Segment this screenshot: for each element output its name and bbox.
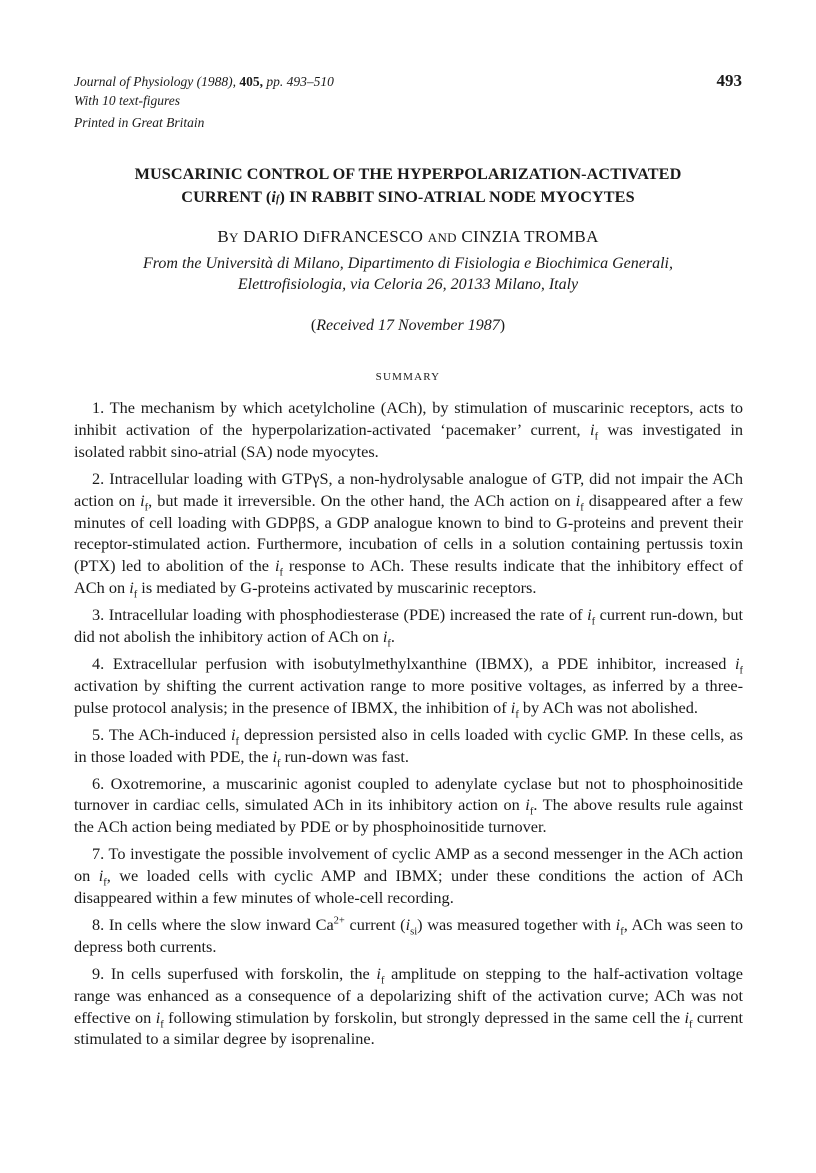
- printed-note: Printed in Great Britain: [74, 115, 205, 130]
- summary-paragraph-1: 1. The mechanism by which acetylcholine (ACh), by stimulation of muscarinic receptors, acts to inhibit activation of the hyperpolarization-activated ‘pacemaker’ current, $i_f$ was investigated in isolated rabbit sino-atrial (SA) node myocytes.: [74, 398, 743, 461]
- affiliation: From the Università di Milano, Dipartimento di Fisiologia e Biochimica Generali, Elettrofisiologia, via Celoria 26, 20133 Milano, Italy: [142, 255, 673, 293]
- page-number: 493: [716, 71, 742, 90]
- figure-count: With 10 text-figures: [74, 93, 180, 108]
- author-2: CINZIA TROMBA: [461, 227, 599, 246]
- summary-paragraph-8: 8. In cells where the slow inward $Ca^{2+}$ current $(i_{si})$ was measured together with $i_f$, ACh was seen to depress both currents.: [74, 914, 744, 956]
- summary-heading: SUMMARY: [375, 371, 441, 383]
- summary-paragraph-6: 6. Oxotremorine, a muscarinic agonist coupled to adenylate cyclase but not to phosphoinositide turnover in cardiac cells, simulated ACh in its inhibitory action on $i_f$. The above results rule against the ACh action being mediated by PDE or by phosphoinositide turnover.: [74, 773, 743, 837]
- journal-citation: [74, 72, 742, 132]
- summary-paragraph-2: 2. Intracellular loading with GTPγS, a non-hydrolysable analogue of GTP, did not impair the ACh action on $i_f$, but made it irreversible. On the other hand, the ACh action on $i_f$ disappeared after a few minutes of cell loading with GDPβS, a GDP analogue known to bind to G-proteins and prevent their receptor-stimulated action. Furthermore, incubation of cells in a solution containing pertussis toxin (PTX) led to abolition of the $i_f$ response to ACh. These results indicate that the inhibitory effect of ACh on $i_f$ is mediated by G-proteins activated by muscarinic receptors.: [74, 468, 744, 601]
- summary-section: [74, 397, 743, 1055]
- journal-volume: 405,: [239, 74, 263, 89]
- summary-paragraph-3: 3. Intracellular loading with phosphodiesterase (PDE) increased the rate of $i_f$ current run-down, but did not abolish the inhibitory action of ACh on $i_f$.: [74, 605, 744, 650]
- summary-paragraph-5: 5. The ACh-induced $i_f$ depression persisted also in cells loaded with cyclic GMP. In these cells, as in those loaded with PDE, the $i_f$ run-down was fast.: [74, 724, 743, 769]
- summary-paragraph-4: 4. Extracellular perfusion with isobutylmethylxanthine (IBMX), a PDE inhibitor, increased $i_f$ activation by shifting the current activation range to more positive voltages, as inferred by a three-pulse protocol analysis; in the presence of IBMX, the inhibition of $i_f$ by ACh was not abolished.: [74, 653, 743, 721]
- running-header: [74, 72, 742, 132]
- journal-year: (1988),: [196, 74, 236, 89]
- journal-name: Journal of Physiology: [74, 74, 194, 89]
- received-date: (Received 17 November 1987): [310, 317, 506, 334]
- author-line: BY DARIO DIFRANCESCO AND CINZIA TROMBA: [217, 227, 599, 246]
- article-title: [60, 163, 756, 211]
- summary-paragraph-7: 7. To investigate the possible involvement of cyclic AMP as a second messenger in the ACh action on $i_f$, we loaded cells with cyclic AMP and IBMX; under these conditions the action of ACh disappeared within a few minutes of whole-cell recording.: [74, 844, 743, 908]
- title-line-2: CURRENT (if) IN RABBIT SINO-ATRIAL NODE MYOCYTES: [181, 188, 635, 206]
- summary-paragraph-9: 9. In cells superfused with forskolin, the $i_f$ amplitude on stepping to the half-activation voltage range was enhanced as a consequence of a depolarizing shift of the activation curve; ACh was not effective on $i_f$ following stimulation by forskolin, but strongly depressed in the same cell the $i_f$ current stimulated to a similar degree by isoprenaline.: [74, 963, 744, 1049]
- title-line-1: MUSCARINIC CONTROL OF THE HYPERPOLARIZATION-ACTIVATED: [134, 165, 682, 183]
- journal-pages: pp. 493–510: [266, 74, 334, 89]
- author-1: DARIO DIFRANCESCO: [243, 227, 424, 246]
